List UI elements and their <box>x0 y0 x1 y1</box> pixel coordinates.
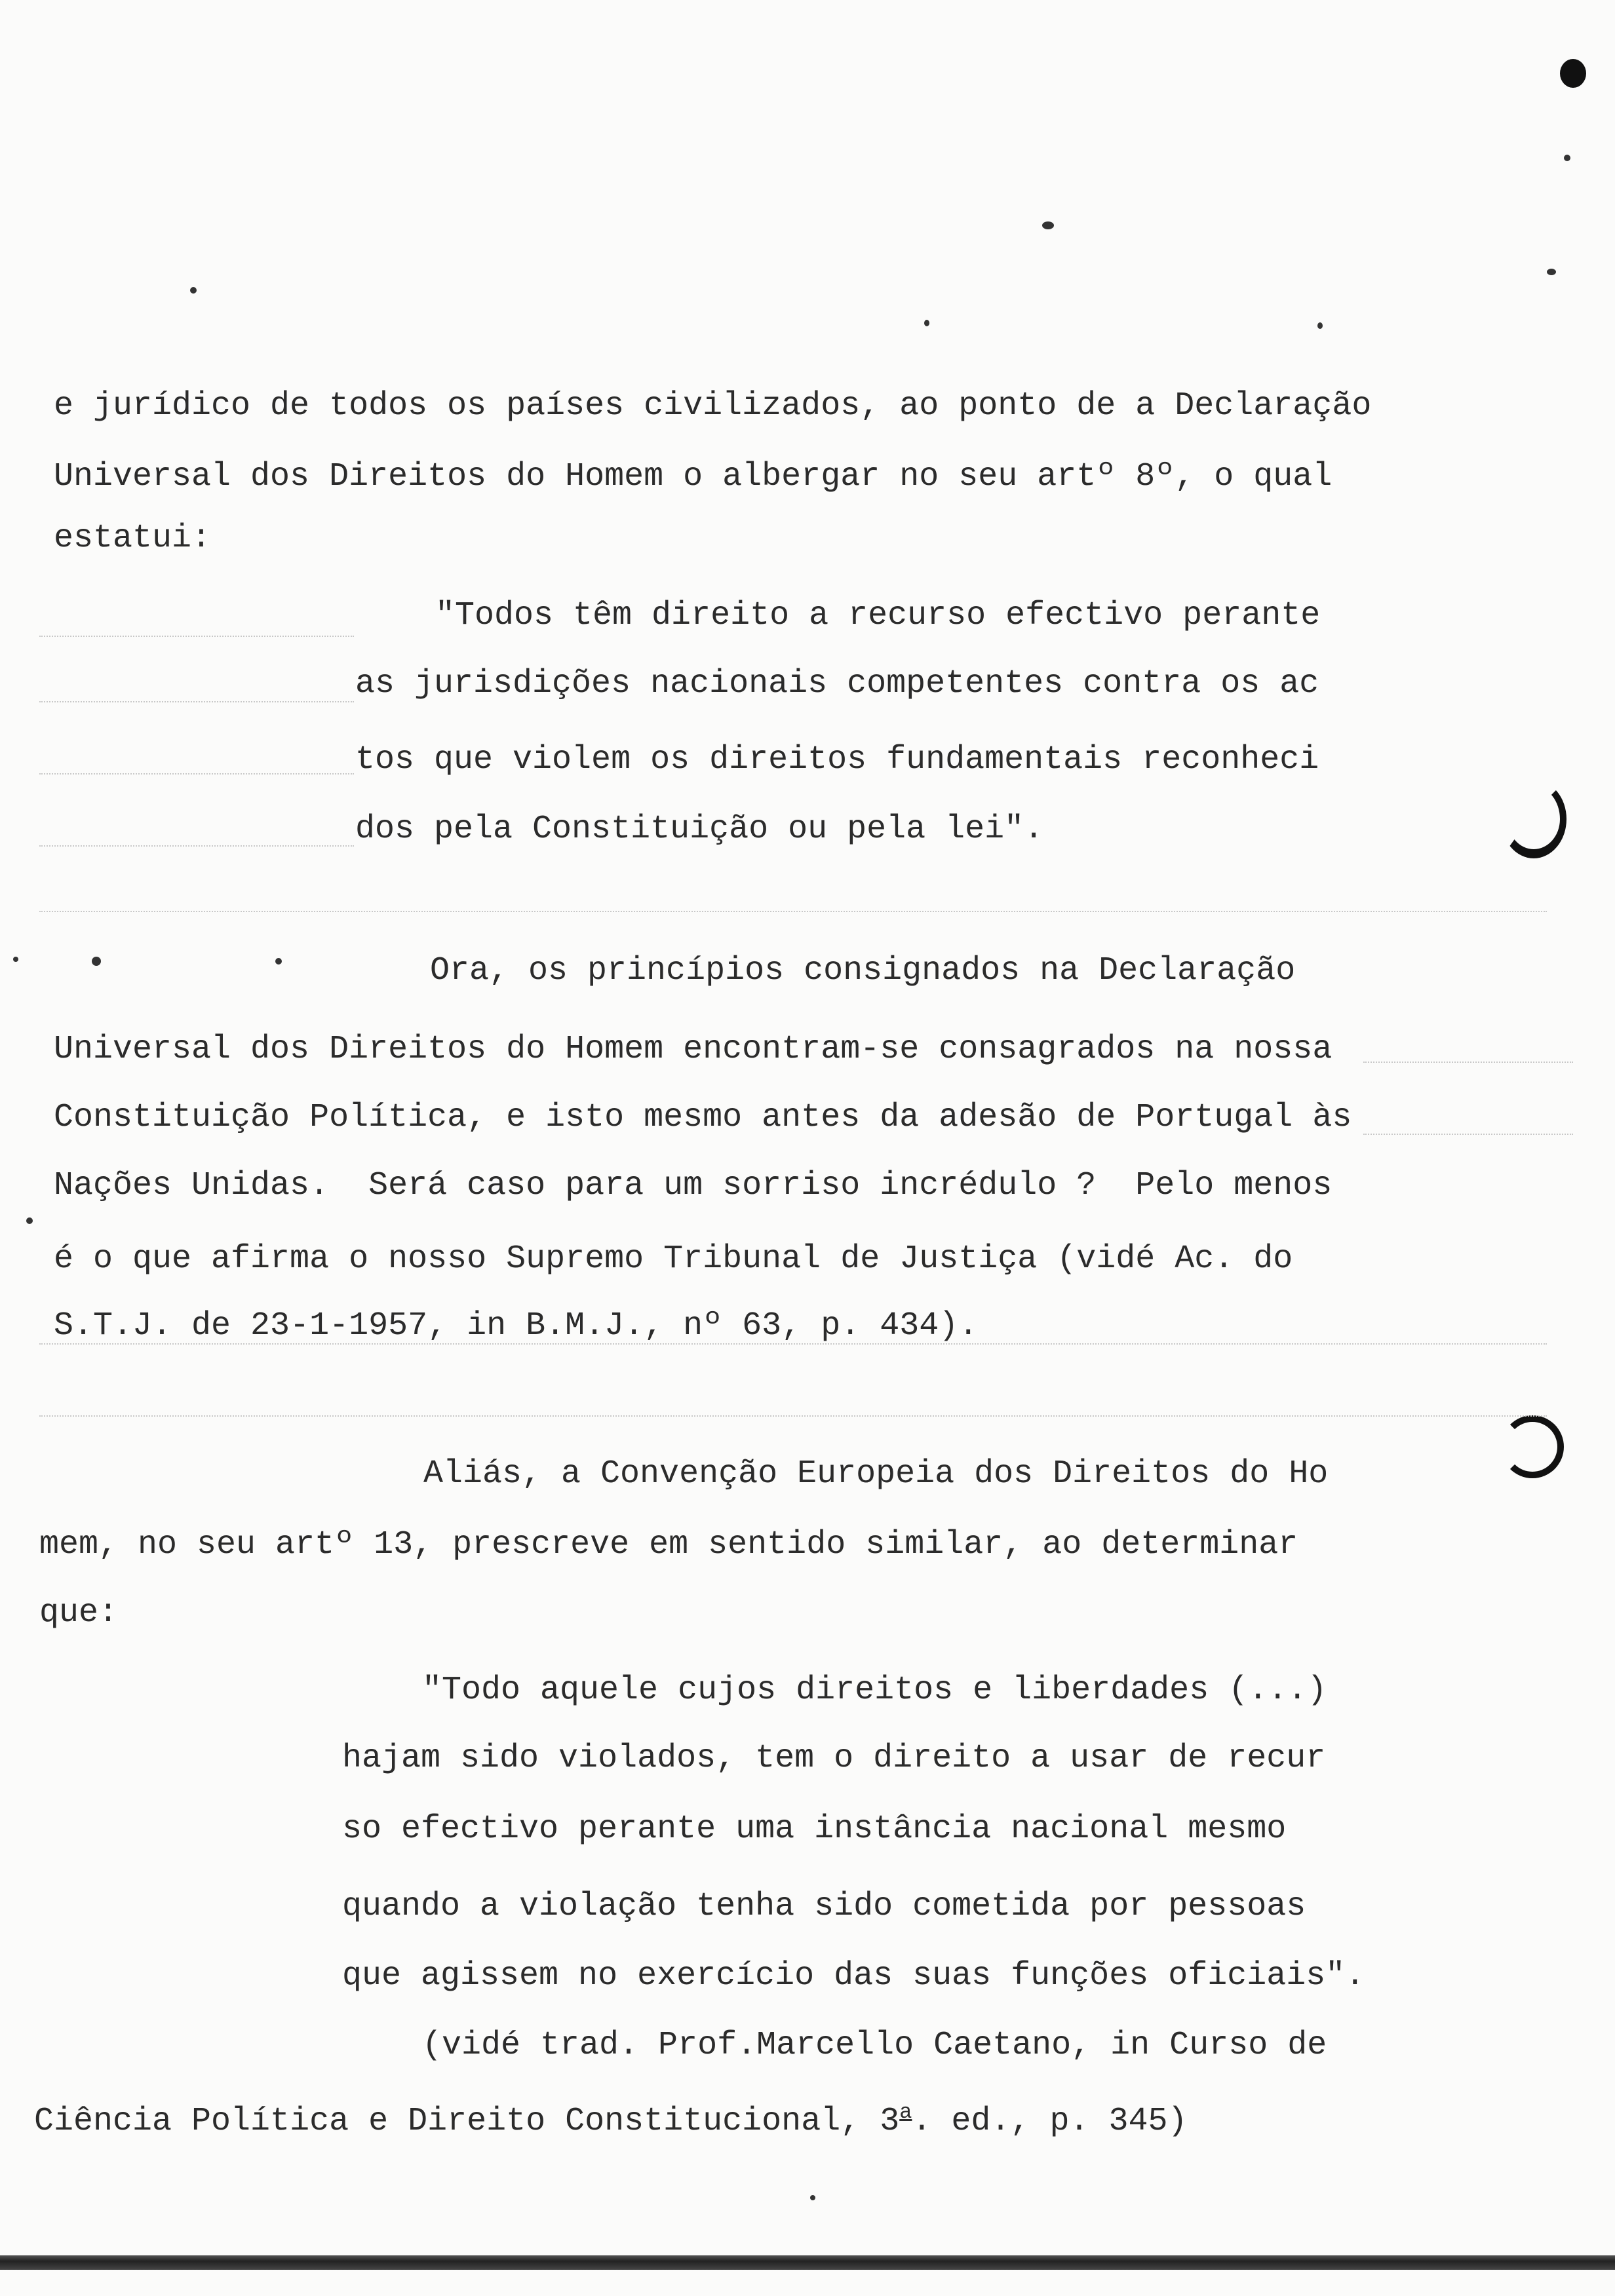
scan-line <box>39 1415 1547 1417</box>
quote-2-line-5: que agissem no exercício das suas funções oficiais". <box>342 1957 1365 1995</box>
paragraph-2-line-4: Nações Unidas. Será caso para um sorriso incrédulo ? Pelo menos <box>54 1167 1333 1204</box>
scan-speck <box>190 287 197 294</box>
scan-line <box>39 701 354 702</box>
paragraph-1-line-2: Universal dos Direitos do Homem o albergar no seu artº 8º, o qual <box>54 458 1333 495</box>
paragraph-1-line-3: estatui: <box>54 520 212 557</box>
citation-line-2-end: . ed., p. 345) <box>912 2103 1188 2140</box>
scan-line <box>39 636 354 637</box>
paragraph-2-line-6: S.T.J. de 23-1-1957, in B.M.J., nº 63, p. 434). <box>54 1307 979 1345</box>
scan-line <box>39 845 354 847</box>
quote-1-line-1: "Todos têm direito a recurso efectivo perante <box>435 597 1321 634</box>
scan-speck <box>1564 155 1570 161</box>
paragraph-3-line-3: que: <box>39 1594 119 1632</box>
quote-1-line-4: dos pela Constituição ou pela lei". <box>355 811 1044 848</box>
quote-2-line-1: "Todo aquele cujos direitos e liberdades (...) <box>422 1672 1327 1709</box>
scan-speck <box>26 1217 33 1224</box>
scan-speck <box>1042 221 1054 229</box>
scan-arc-mark <box>1501 780 1566 858</box>
quote-1-line-3: tos que violem os direitos fundamentais reconheci <box>355 741 1319 778</box>
scan-speck <box>13 957 18 962</box>
citation-line-1: (vidé trad. Prof.Marcello Caetano, in Curso de <box>422 2027 1327 2064</box>
scan-line <box>1363 1134 1573 1135</box>
edition-superscript: a <box>899 2100 912 2124</box>
scan-speck <box>1317 322 1323 329</box>
citation-line-2-main: Ciência Política e Direito Constitucional, 3 <box>34 2103 900 2140</box>
scan-speck <box>1547 269 1556 275</box>
quote-2-line-4: quando a violação tenha sido cometida por pessoas <box>342 1888 1306 1925</box>
scan-arc-mark <box>1501 1415 1564 1478</box>
citation-line-2 <box>34 2093 1188 2141</box>
scan-speck <box>92 957 101 966</box>
paragraph-2-line-5: é o que afirma o nosso Supremo Tribunal de Justiça (vidé Ac. do <box>54 1240 1293 1278</box>
paragraph-1-line-1: e jurídico de todos os países civilizados, ao ponto de a Declaração <box>54 387 1372 425</box>
paragraph-3-line-2: mem, no seu artº 13, prescreve em sentido similar, ao determinar <box>39 1526 1298 1563</box>
quote-2-line-2: hajam sido violados, tem o direito a usar de recur <box>342 1740 1326 1777</box>
paragraph-3-line-1: Aliás, a Convenção Europeia dos Direitos do Ho <box>423 1455 1329 1493</box>
scan-speck <box>924 320 929 326</box>
scan-speck <box>275 958 282 965</box>
quote-2-line-3: so efectivo perante uma instância nacional mesmo <box>342 1810 1287 1848</box>
page-bottom-edge <box>0 2255 1615 2270</box>
scan-line <box>39 911 1547 912</box>
paragraph-2-line-3: Constituição Política, e isto mesmo antes da adesão de Portugal às <box>54 1099 1352 1136</box>
scan-line <box>39 773 354 775</box>
paragraph-2-line-2: Universal dos Direitos do Homem encontram-se consagrados na nossa <box>54 1031 1333 1068</box>
quote-1-line-2: as jurisdições nacionais competentes contra os ac <box>355 665 1319 702</box>
scan-speck <box>810 2195 815 2200</box>
scan-speck <box>1560 59 1586 88</box>
paragraph-2-line-1: Ora, os princípios consignados na Declaração <box>430 952 1296 989</box>
scan-line <box>1363 1062 1573 1063</box>
